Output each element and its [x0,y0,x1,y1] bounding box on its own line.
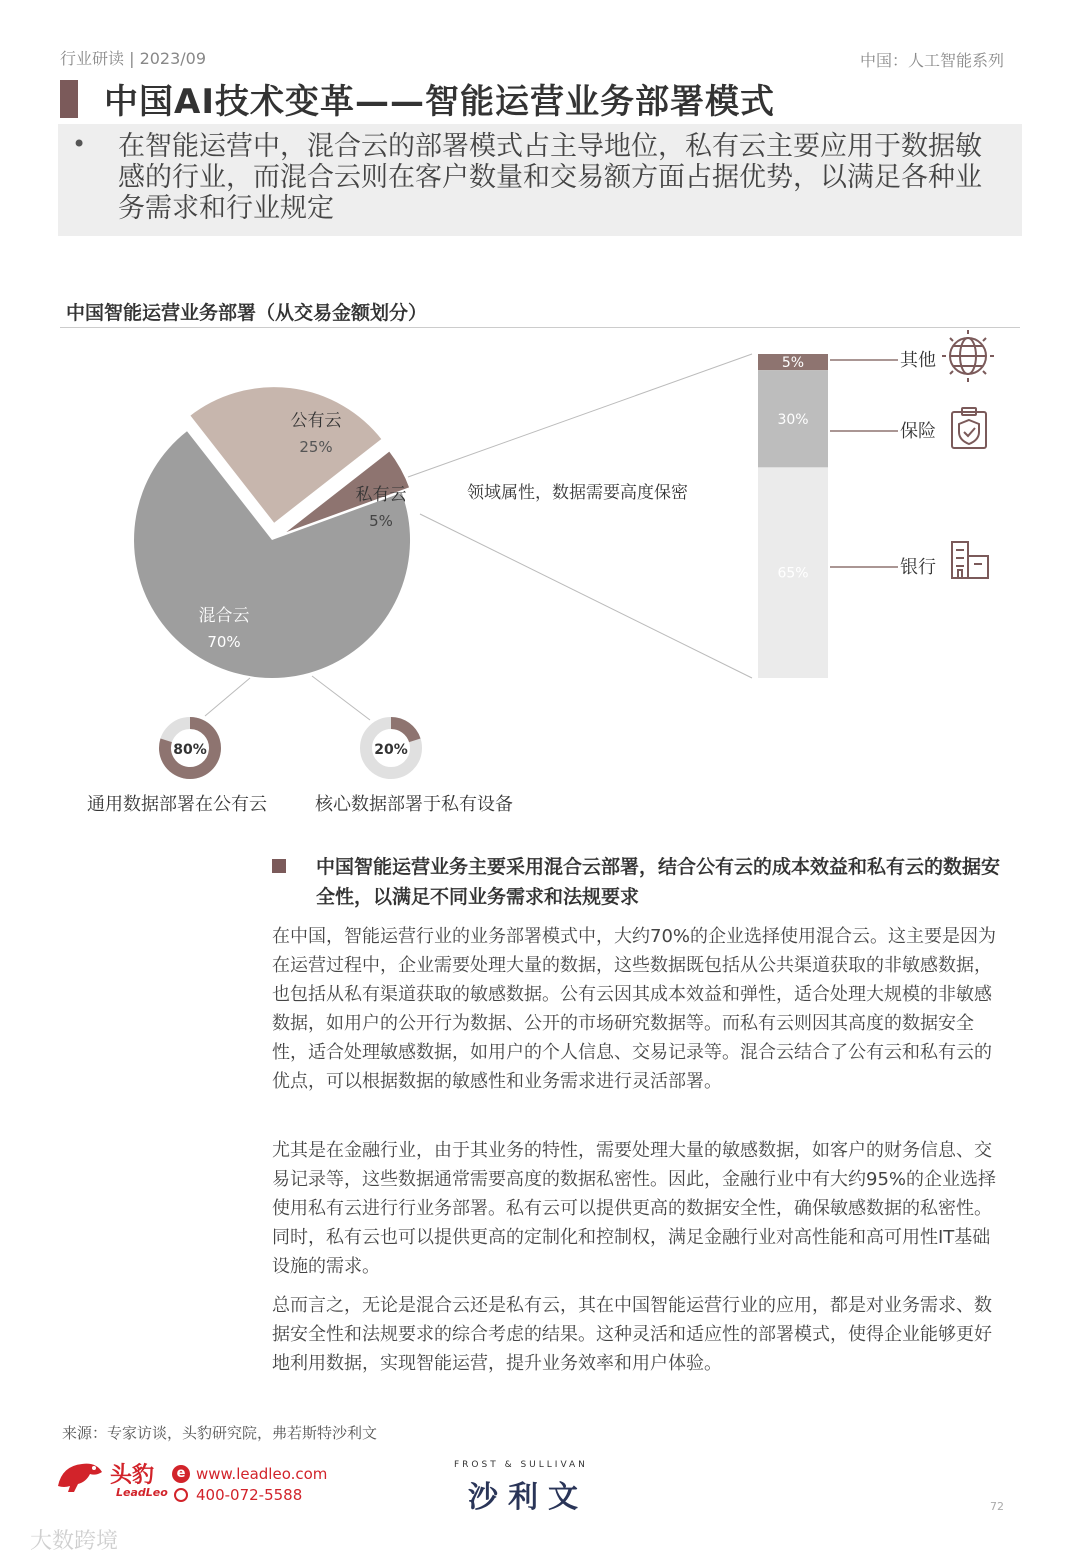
phone-icon [174,1488,188,1502]
phone-number: 400-072-5588 [196,1486,303,1504]
source-note: 来源：专家访谈，头豹研究院，弗若斯特沙利文 [62,1424,378,1442]
leopard-logo-icon [56,1456,104,1496]
page-number: 72 [990,1500,1004,1513]
chart-title: 中国智能运营业务部署（从交易金额划分） [66,302,428,324]
body-paragraph-1: 在中国，智能运营行业的业务部署模式中，大约70%的企业选择使用混合云。这主要是因为在运营过程中，企业需要处理大量的数据，这些数据既包括从公共渠道获取的非敏感数据，也包括从私有渠道获取的敏感数据。公有云因其成本效益和弹性，适合处理大规模的非敏感数据，如用户的公开行为数据、公开的市场研究数据等。而私有云则因其高度的数据安全性，适合处理敏感数据，如用户的个人信息、交易记录等。混合云结合了公有云和私有云的优点，可以根据数据的敏感性和业务需求进行灵活部署。 [272,926,997,1092]
logo-en: LeadLeo [116,1486,168,1499]
watermark: 大数跨境 [30,1529,119,1554]
globe-icon [942,330,994,382]
header-left: 行业研读 | 2023/09 [60,49,207,68]
donut-private-value: 20% [374,742,408,758]
bar-value-insurance: 30% [777,411,809,428]
body-paragraph-3: 总而言之，无论是混合云还是私有云，其在中国智能运营行业的应用，都是对业务需求、数据安全性和法规要求的综合考虑的结果。这种灵活和适应性的部署模式，使得企业能够更好地利用数据，实现智能运营，提升业务效率和用户体验。 [272,1295,992,1374]
insurance-shield-icon [952,408,986,448]
frost-sullivan-en: FROST & SULLIVAN [454,1460,588,1470]
bank-building-icon [952,542,988,578]
pie-label-hybrid: 混合云 [198,606,250,626]
pie-label-public: 公有云 [290,411,342,431]
private-annotation: 领域属性，数据需要高度保密 [467,483,688,503]
pie-value-private: 5% [369,512,393,530]
bar-value-bank: 65% [777,565,809,582]
pie-value-public: 25% [299,438,333,456]
logo-cn: 头豹 [110,1463,155,1488]
donut-connector-public [205,678,250,716]
donut-public-value: 80% [173,742,207,758]
website-link[interactable]: www.leadleo.com [196,1465,328,1483]
bar-label-other: 其他 [900,350,936,371]
summary-bullet: • [72,130,87,158]
bar-label-bank: 银行 [900,557,936,578]
pie-value-hybrid: 70% [207,633,241,651]
zoom-connector-top [408,354,752,477]
header-right: 中国：人工智能系列 [860,51,1005,70]
web-icon: e [172,1465,190,1483]
donut-public-label: 通用数据部署在公有云 [87,794,267,815]
bar-label-insurance: 保险 [900,421,936,442]
frost-sullivan-cn: 沙利文 [468,1480,588,1515]
pie-label-private: 私有云 [355,485,407,505]
key-finding: 中国智能运营业务主要采用混合云部署，结合公有云的成本效益和私有云的数据安全性，以满足不同业务需求和法规要求 [316,856,1001,908]
zoom-connector-bottom [420,514,752,678]
donut-private-label: 核心数据部署于私有设备 [315,794,513,815]
donut-private-arc [391,723,415,740]
bar-value-other: 5% [781,355,805,372]
body-paragraph-2: 尤其是在金融行业，由于其业务的特性，需要处理大量的敏感数据，如客户的财务信息、交易记录等，这些数据通常需要高度的数据私密性。因此，金融行业中有大约95%的企业选择使用私有云进行行业务部署。私有云可以提供更高的数据安全性，确保敏感数据的私密性。同时，私有云也可以提供更高的定制化和控制权，满足金融行业对高性能和高可用性IT基础设施的需求。 [272,1140,997,1277]
page-title: 中国AI技术变革——智能运营业务部署模式 [104,82,775,122]
summary-text: 在智能运营中，混合云的部署模式占主导地位，私有云主要应用于数据敏感的行业，而混合云则在客户数量和交易额方面占据优势，以满足各种业务需求和行业规定 [118,131,982,224]
key-finding-marker [272,859,286,873]
donut-connector-private [312,676,370,720]
